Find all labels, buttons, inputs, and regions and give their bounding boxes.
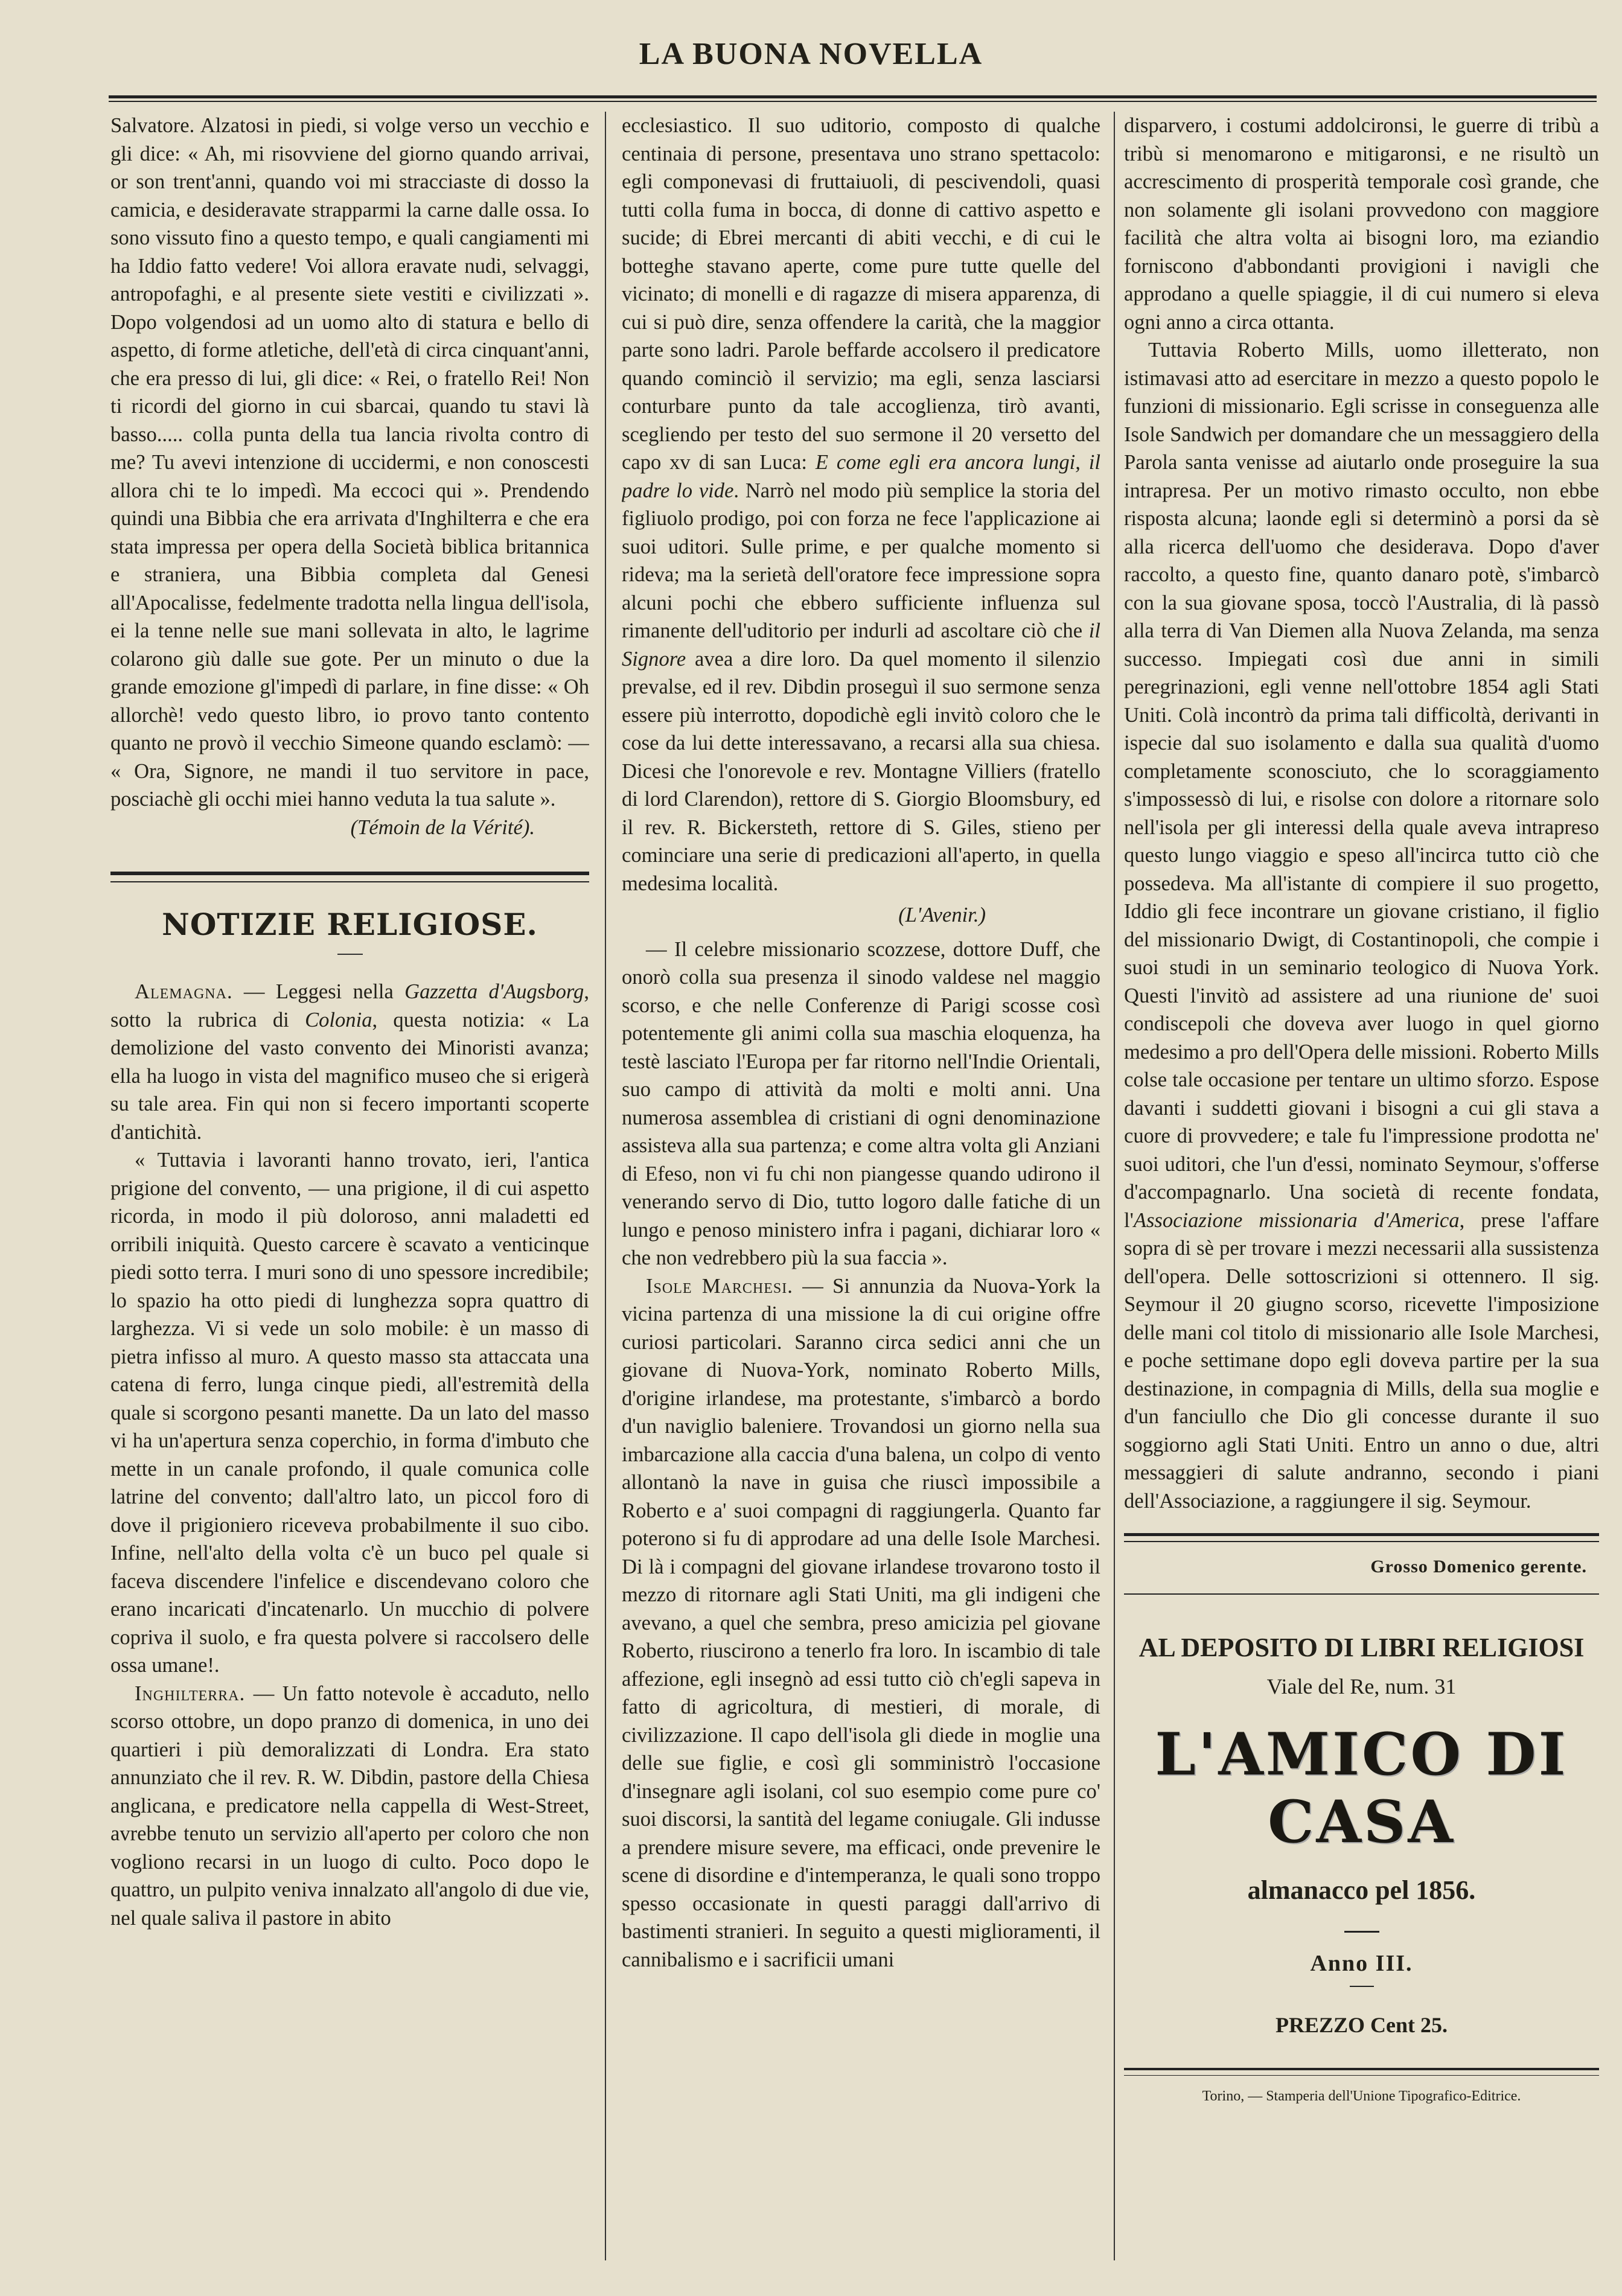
text-span: , questa notizia: « La demolizione del vasto convento dei Minoristi avanza; ella ha luogo in vista del magnifico museo che si erigerà su tale area. Fin qui non si fecero importanti scoperte d'antichità. [110, 1008, 589, 1144]
text-span: . Narrò nel modo più semplice la storia del figliuolo prodigo, poi con forza ne fece l'applicazione ai suoi uditori. Sulle prime, e per qualche momento si rideva; ma la serietà dell'oratore fece impressione sopra alcuni pochi che ebbero sufficiente influenza sul rimanente dell'uditorio per indurli ad ascoltare ciò che [622, 479, 1100, 642]
newspaper-name: Gazzetta d'Augsborg [404, 980, 584, 1003]
text-span: avea a dire loro. Da quel momento il silenzio prevalse, ed il rev. Dibdin proseguì il suo sermone senza essere più interrotto, dopodichè egli invitò coloro che le cose da lui dette interessavano, a recarsi alla sua chiesa. Dicesi che l'onorevole e rev. Montagne Villiers (fratello di lord Clarendon), rettore di S. Giorgio Bloomsbury, ed il rev. R. Bickersteth, rettore di S. Giles, stieno per cominciare una serie di predicazioni all'aperto, in quella medesima località. [622, 647, 1100, 895]
text-span: , prese l'affare sopra di sè per trovare i mezzi necessarii alla sussistenza dell'opera. Delle sottoscrizioni si ottennero. Il sig. Seymour il 20 giugno scorso, ricevette l'imposizione delle mani col titolo di missionario alle Isole Marchesi, e poche settimane dopo egli doveva partire per la sua destinazione, in compagnia di Mills, della sua moglie e d'un fanciullo che Dio gli concesse durante il suo soggiorno agli Stati Uniti. Entro un anno o due, altri messaggieri di salute andranno, secondo i piani dell'Associazione, a raggiungere il sig. Seymour. [1124, 1208, 1599, 1513]
isole-continued: disparvero, i costumi addolcironsi, le guerre di tribù a tribù si menomarono e mitigaronsi, e ne risultò un accrescimento di prosperità temporale così grande, che non solamente gli isolani provvedono con maggiore facilità che altra volta ai bisogni loro, ma eziandio forniscono d'abbondanti provigioni i navigli che approdano a quelle spiaggie, il di cui numero si eleva ogni anno a circa ottanta. [1124, 114, 1599, 334]
gerente-rule [1124, 1533, 1599, 1542]
text-span: — Si annunzia da Nuova-York la vicina partenza di una missione la di cui origine offre curiosi particolari. Saranno circa sedici anni che un giovane di Nuova-York, nominato Roberto Mills, d'origine irlandese, ma protestante, s'imbarcò a bordo d'un naviglio baleniere. Trovandosi un giorno nella sua imbarcazione alla caccia d'una balena, un colpo di vento allontanò la nave in guisa che riuscì impossibile a Roberto e a' suoi compagni di raggiungerla. Quanto far poterono si fu di approdare ad una delle Isole Marchesi. Di là i compagni del giovane irlandese trovarono tosto il mezzo di ritornare agli Stati Uniti, ma gli indigeni che avevano, a quel che sembra, preso amicizia pel giovane Roberto, riuscirono a tenerlo fra loro. In iscambio di tale affezione, egli insegnò ad essi tutto ciò ch'egli sapeva in fatto di agricoltura, di mestieri, di morale, di civilizzazione. Il capo dell'isola gli diede in moglie una delle sue figlie, e così gli somministrò l'occasione d'insegnare agli isolani, col suo esempio come pure co' suoi discorsi, la santità del legame coniugale. Gli indusse a prendere misure severe, ma efficaci, onde prevenire le scene di disordine e d'intemperanza, le quali sono troppo spesso occasionate in questi paraggi dall'arrivo di bastimenti stranieri. In seguito a questi miglioramenti, il cannibalismo e i sacrificii umani [622, 1274, 1100, 1971]
ad-dash [1344, 1931, 1379, 1933]
news-label-alemagna: Alemagna. [135, 980, 233, 1003]
city-name: Colonia [305, 1008, 372, 1032]
emphasis: il Signore [622, 619, 1100, 671]
title-dash [337, 954, 363, 955]
ad-address: Viale del Re, num. 31 [1266, 1674, 1457, 1698]
text-span: — Un fatto notevole è accaduto, nello scorso ottobre, un dopo pranzo di domenica, in uno dei quartieri i più demoralizzati di Londra. Era stato annunziato che il rev. R. W. Dibdin, pastore della Chiesa anglicana, e predicatore nella cappella di West-Street, avrebbe tenuto un servizio all'aperto per coloro che non vogliono recarsi in un luogo di culto. Poco dopo le quattro, un pulpito veniva innalzato all'angolo di due vie, nel quale saliva il pastore in abito [110, 1682, 589, 1930]
advertisement [1124, 1630, 1599, 2039]
news-alemagna [110, 978, 589, 1146]
association-name: Associazione missionaria d'America [1133, 1208, 1460, 1232]
text-span: Tuttavia Roberto Mills, uomo illetterato, non istimavasi atto ad esercitare in mezzo a questo popolo le funzioni di missionario. Egli scrisse in conseguenza alle Isole Sandwich per domandare che un messaggiero della Parola santa venisse ad aiutarlo onde proseguire la sua intrapresa. Per un motivo rimasto occulto, non ebbe risposta alcuna; laonde egli si determinò a porsi da sè alla ricerca dell'uomo che desiderava. Dopo d'aver raccolto, a questo fine, quanto danaro potè, s'imbarcò con la sua giovane sposa, toccò l'Australia, di là passò alla terra di Van Diemen alla Nuova Zelanda, ma senza successo. Impiegati così due anni in simili peregrinazioni, egli venne nell'ottobre 1854 agli Stati Uniti. Colà incontrò da prima tali difficoltà, derivanti in ispecie dal suo isolamento e dalla sua qualità d'uomo completamente sconosciuto, che lo scoraggiamento s'impossessò di lui, e risolse con dolore a ritornare solo nell'isola per gli interessi della quale aveva intrapreso questo lungo viaggio e speso all'incirca tutto ciò che possedeva. Ma all'istante di compiere il suo progetto, Iddio gli fece incontrare un giovane cristiano, il figlio del missionario Dwigt, di Costantinopoli, che compie i suoi studi in un seminario teologico di Nuova York. Questi l'invitò ad assistere ad una riunione de' suoi condiscepoli che doveva aver luogo in quel giorno medesimo a pro dell'Opera delle missioni. Roberto Mills colse tale occasione per tentare un ultimo sforzo. Espose davanti i suddetti giovani i bisogni a cui gli stava a cuore di provvedere; e tale fu l'impressione prodotta ne' suoi uditori, che l'un d'essi, nominato Seymour, s'offerse d'accompagnarlo. Una società di recente fondata, l' [1124, 339, 1599, 1232]
ad-heading: AL DEPOSITO DI LIBRI RELIGIOSI [1138, 1632, 1585, 1662]
section-rule [110, 872, 589, 882]
masthead: LA BUONA NOVELLA [639, 37, 983, 71]
text-span: — Leggesi nella [232, 980, 405, 1003]
news-label-isole: Isole Marchesi. [646, 1274, 793, 1298]
ad-rule [1124, 1593, 1599, 1596]
column-1 [110, 112, 589, 2260]
inghilterra-continued [622, 112, 1100, 898]
ad-price: PREZZO Cent 25. [1275, 2012, 1448, 2037]
imprint-rule [1124, 2068, 1599, 2076]
text-span: , sotto la rubrica di [110, 980, 589, 1032]
ad-year: Anno III. [1310, 1950, 1413, 1976]
scripture-quote: E come egli era ancora lungi, il padre lo vide [622, 451, 1100, 502]
imprint: Torino, — Stamperia dell'Unione Tipografico-Editrice. [1202, 2088, 1521, 2104]
article-continuation: Salvatore. Alzatosi in piedi, si volge verso un vecchio e gli dice: « Ah, mi risovviene del giorno quando arrivai, or son trent'anni, quando voi mi stracciaste di dosso la camicia, e desideravate strapparmi la carne dalle ossa. Io sono vissuto fino a questo tempo, e quali cangiamenti mi ha Iddio fatto vedere! Voi allora eravate nudi, selvaggi, antropofaghi, e al presente siete vestiti e civilizzati ». Dopo volgendosi ad un uomo alto di statura e bello di aspetto, di forme atletiche, dell'età di circa cinquant'anni, che era presso di lui, gli dice: « Rei, o fratello Rei! Non ti ricordi del giorno in cui sbarcai, quando tu stavi là basso..... colla punta della tua lancia rivolta contro di me? Tu avevi intenzione di uccidermi, e non conoscesti allora chi te lo impedì. Ma eccoci qui ». Prendendo quindi una Bibbia che era arrivata d'Inghilterra e che era stata impressa per opera della Società biblica britannica e straniera, una Bibbia completa dal Genesi all'Apocalisse, fedelmente tradotta nella lingua dell'isola, ei la tenne nelle sue mani sollevata in alto, le lagrime colarono giù dalle sue gote. Per un minuto o due la grande emozione gl'impedì di parlare, in fine disse: « Oh allorchè! vedo questo libro, io provo tanto contento quanto ne provò il vecchio Simeone quando esclamò: — « Ora, Signore, ne mandi il tuo servitore in pace, posciachè gli occhi miei hanno veduta la tua salute ». [110, 114, 589, 811]
ad-dash-small [1350, 1986, 1374, 1987]
text-span: ecclesiastico. Il suo uditorio, composto di qualche centinaia di persone, presentava uno strano spettacolo: egli componevasi di fruttaiuoli, di pescivendoli, quasi tutti colla fuma in bocca, di donne di cattivo aspetto e sucide; di Ebrei mercanti di abiti vecchi, e di cui le botteghe stavano aperte, come pure tutte quelle del vicinato; di monelli e di ragazze di misera apparenza, di cui si può dire, senza offendere la carità, che la maggior parte sono ladri. Parole beffarde accolsero il predicatore quando cominciò il servizio; ma egli, senza lasciarsi conturbare punto da tale accoglienza, tirò avanti, scegliendo per testo del suo sermone il 20 versetto del capo xv di san Luca: [622, 114, 1100, 474]
news-isole-marchesi [622, 1272, 1100, 1974]
article-source: (Témoin de la Vérité). [350, 815, 535, 839]
gerente-line: Grosso Domenico gerente. [1370, 1557, 1587, 1577]
column-divider-2 [1114, 112, 1115, 2260]
ad-subtitle: almanacco pel 1856. [1247, 1875, 1476, 1905]
column-divider-1 [605, 112, 606, 2260]
news-alemagna-continued: « Tuttavia i lavoranti hanno trovato, ieri, l'antica prigione del convento, — una prigione, il di cui aspetto ricorda, in modo il più doloroso, anni maladetti ed orribili iniquità. Questo carcere è scavato a venticinque piedi sotto terra. I muri sono di uno spessore incredibile; lo spazio ha otto piedi di lunghezza sopra quattro di larghezza. Vi si vede un solo mobile: è un masso di pietra infisso al muro. A questo masso sta attaccata una catena di ferro, lunga cinque piedi, all'estremità della quale si scorgono pesanti manette. Da un lato del masso vi ha un'apertura senza coperchio, in forma d'imbuto che mette in un canale profondo, il quale comunica colle latrine del convento; dall'altro lato, un piccol foro di dove il prigioniero riceveva probabilmente il suo cibo. Infine, nell'alto della volta c'è un buco pel quale si faceva discendere l'infelice e discendevano coloro che erano incaricati d'incatenarlo. Un mucchio di polvere copriva il suolo, e fra questa polvere si raccolsero delle ossa umane!. [110, 1149, 589, 1677]
section-title: NOTIZIE RELIGIOSE. [162, 907, 538, 942]
news-inghilterra [110, 1680, 589, 1933]
news-duff: — Il celebre missionario scozzese, dottore Duff, che onorò colla sua presenza il sinodo valdese nel maggio scorso, e che nelle Conferenze di Parigi scosse così potentemente gli animi colla sua maschia eloquenza, ha testè lasciato l'Europa per far ritorno nell'Indie Orientali, suo campo di attività da molti e molti anni. Una numerosa assemblea di cristiani di ogni denominazione assisteva alla sua partenza; e come altra volta gli Anziani di Efeso, non vi fu chi non piangesse quando udirono il venerando servo di Dio, tutto logoro dalle fatiche di un lungo e penoso ministero infra i pagani, dichiarar loro « che non vedrebbero più la sua faccia ». [622, 937, 1100, 1269]
news-label-inghilterra: Inghilterra. [135, 1682, 246, 1705]
ad-title: L'AMICO DI CASA [1155, 1720, 1568, 1856]
column-3 [1124, 112, 1599, 2260]
article-source: (L'Avenir.) [898, 904, 986, 926]
masthead-rule [109, 95, 1597, 102]
column-2 [622, 112, 1100, 2260]
isole-continued-2 [1124, 336, 1599, 1515]
